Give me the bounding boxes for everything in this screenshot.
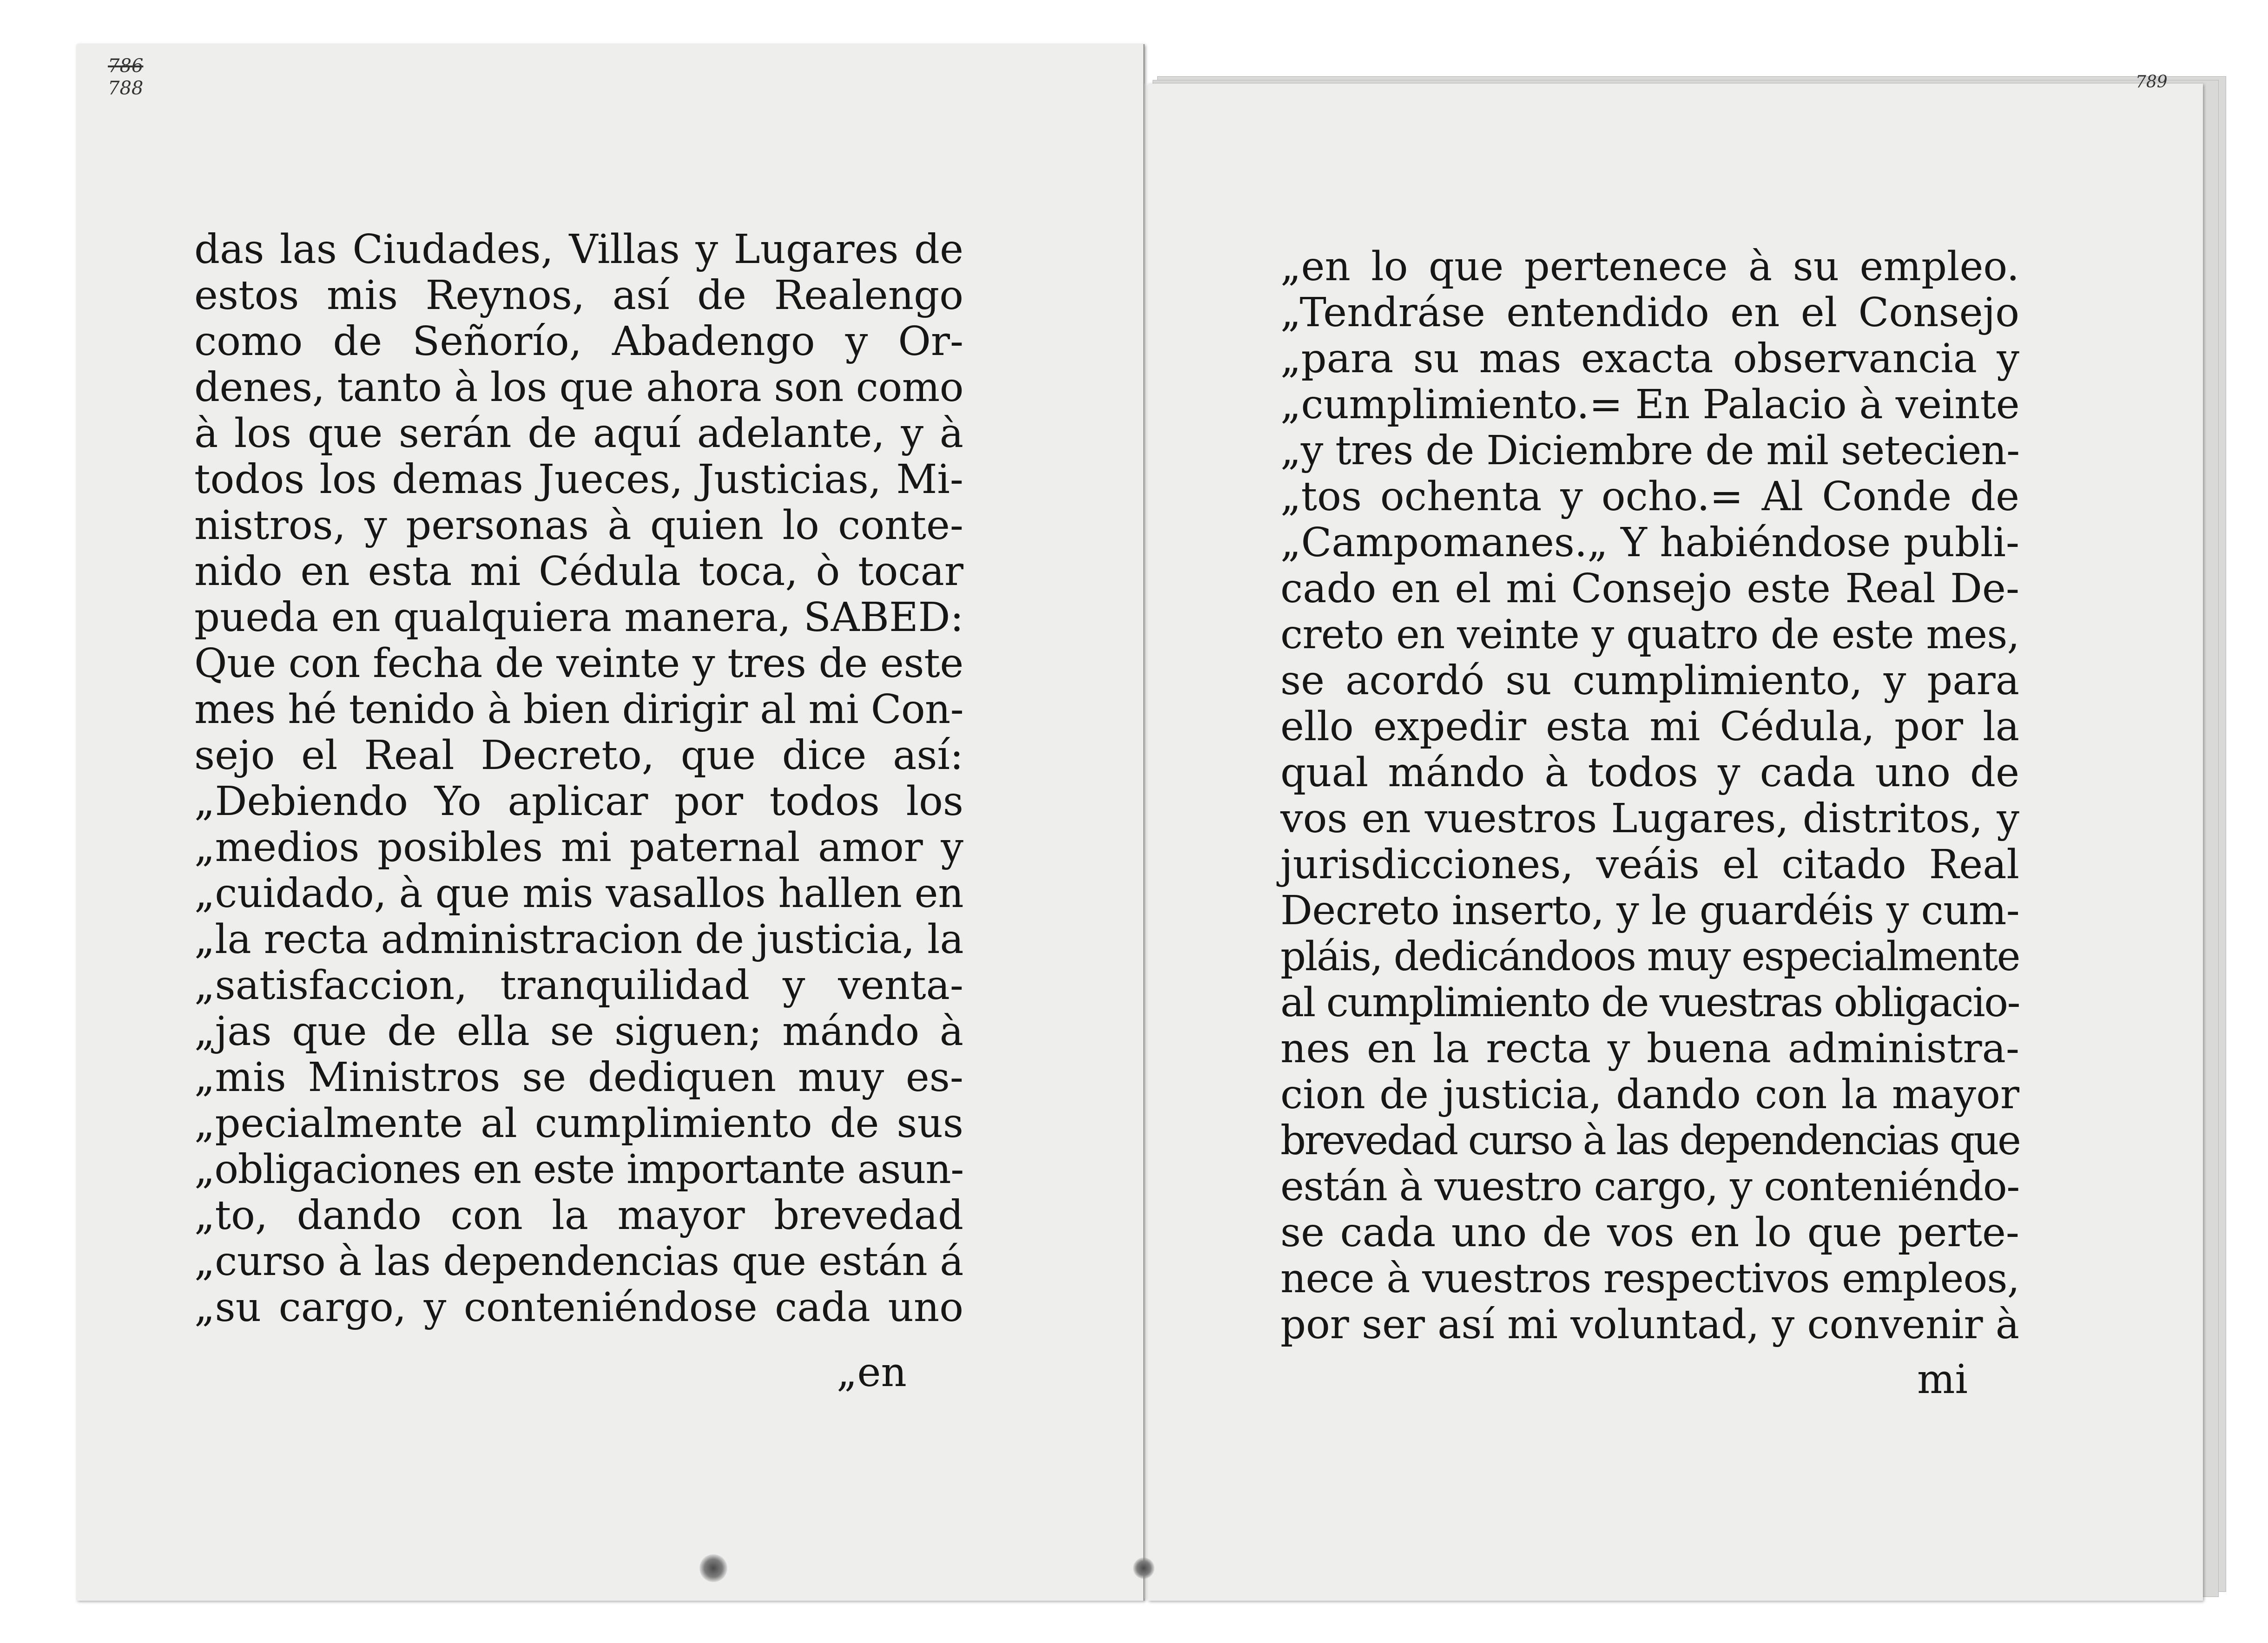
text-line: „cuidado, à que mis vasallos hallen en [194,870,964,917]
catchword-left: „en [837,1349,907,1396]
right-page-text [1280,244,2019,1348]
text-line: ello expedir esta mi Cédula, por la [1280,703,2019,750]
text-line: „y tres de Diciembre de mil setecien- [1280,427,2020,474]
text-line: nece à vuestros respectivos empleos, [1280,1255,2019,1302]
text-line: „pecialmente al cumplimiento de sus [194,1100,963,1147]
text-line: „cumplimiento.= En Palacio à veinte [1280,381,2020,428]
text-line: estos mis Reynos, así de Realengo [194,272,963,319]
text-line: por ser así mi voluntad, y convenir à [1280,1301,2019,1348]
text-line: Decreto inserto, y le guardéis y cum- [1280,887,2020,934]
ink-blot [699,1554,727,1582]
text-line: nistros, y personas à quien lo conte- [194,502,963,549]
text-line: à los que serán de aquí adelante, y à [194,410,963,457]
text-line: „mis Ministros se dediquen muy es- [194,1054,963,1101]
text-line: „satisfaccion, tranquilidad y venta- [194,962,963,1009]
folio-number-crossed: 786 [108,55,144,77]
text-line: „medios posibles mi paternal amor y [194,824,963,871]
text-line: „curso à las dependencias que están á [194,1238,963,1285]
text-line: al cumplimiento de vuestras obligacio- [1280,979,2019,1026]
text-line: pláis, dedicándoos muy especialmente [1280,933,2020,980]
text-line: denes, tanto à los que ahora son como [194,364,964,411]
text-line: „Tendráse entendido en el Consejo [1280,289,2019,336]
text-line: „su cargo, y conteniéndose cada uno [194,1284,963,1331]
text-line: están à vuestro cargo, y conteniéndo- [1280,1163,2019,1210]
text-line: todos los demas Jueces, Justicias, Mi- [194,456,963,503]
text-line: pueda en qualquiera manera, SABED: [194,594,964,641]
text-line: mes hé tenido à bien dirigir al mi Con- [194,686,963,733]
left-page-text [194,227,963,1331]
text-line: „obligaciones en este importante asun- [194,1146,963,1193]
text-line: como de Señorío, Abadengo y Or- [194,318,963,365]
text-line: Que con fecha de veinte y tres de este [194,640,963,687]
text-line: qual mándo à todos y cada uno de [1280,749,2019,796]
text-line: „Debiendo Yo aplicar por todos los [194,778,963,825]
text-line: das las Ciudades, Villas y Lugares de [194,226,963,273]
text-line: se acordó su cumplimiento, y para [1280,657,2019,704]
text-line: „tos ochenta y ocho.= Al Conde de [1280,473,2019,520]
text-line: „to, dando con la mayor brevedad [194,1192,963,1239]
text-line: cion de justicia, dando con la mayor [1280,1071,2019,1118]
text-line: jurisdicciones, veáis el citado Real [1280,841,2019,888]
text-line: se cada uno de vos en lo que perte- [1280,1209,2019,1256]
text-line: sejo el Real Decreto, que dice así: [194,732,963,779]
folio-number-left: 788 [108,78,144,99]
text-line: „la recta administracion de justicia, la [194,916,964,963]
text-line: „en lo que pertenece à su empleo. [1280,243,2019,290]
text-line: cado en el mi Consejo este Real De- [1280,565,2019,612]
book-spine [1143,84,1145,1598]
text-line: „Campomanes.„ Y habiéndose publi- [1280,519,2019,566]
text-line: nes en la recta y buena administra- [1280,1025,2019,1072]
text-line: nido en esta mi Cédula toca, ò tocar [194,548,963,595]
text-line: „jas que de ella se siguen; mándo à [194,1008,963,1055]
catchword-right: mi [1917,1356,1968,1403]
text-line: vos en vuestros Lugares, distritos, y [1280,795,2019,842]
spine-blot [1133,1558,1154,1579]
text-line: brevedad curso à las dependencias que [1280,1117,2020,1164]
folio-number-right: 789 [2136,72,2168,92]
text-line: „para su mas exacta observancia y [1280,335,2019,382]
text-line: creto en veinte y quatro de este mes, [1280,611,2020,658]
